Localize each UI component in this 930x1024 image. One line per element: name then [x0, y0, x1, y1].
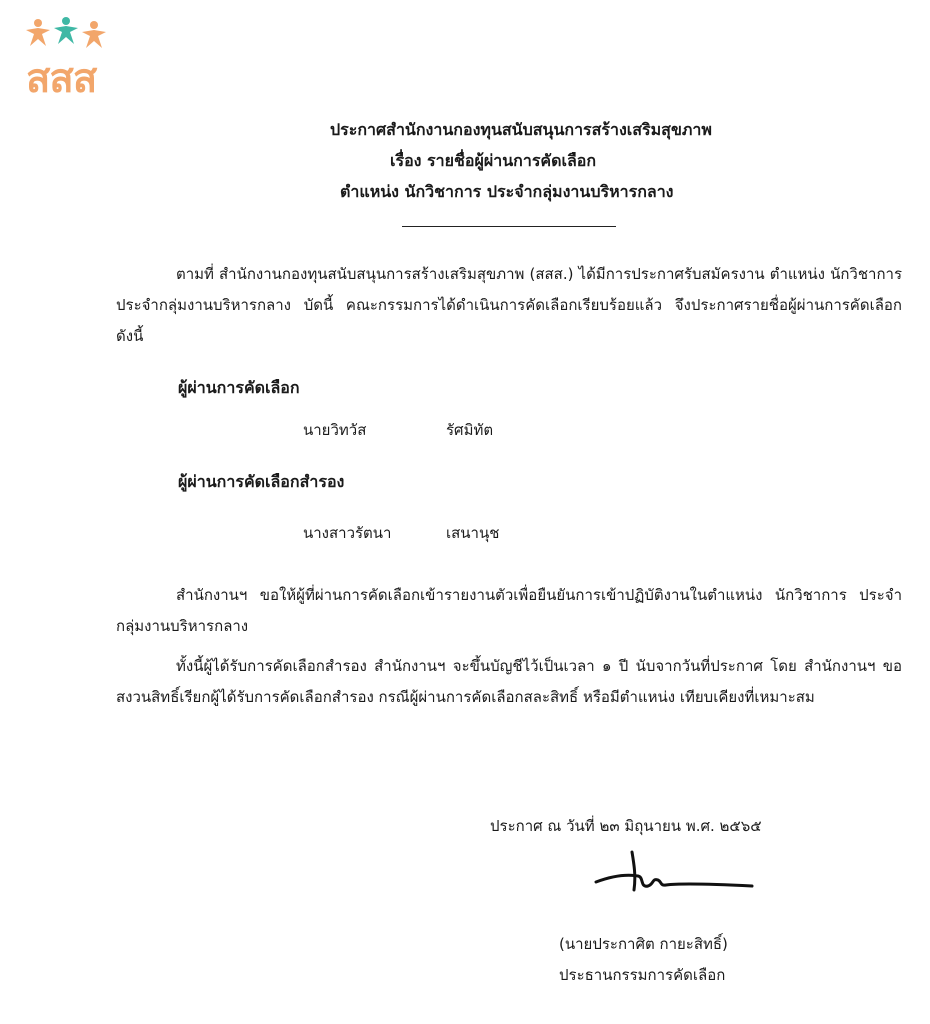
report-paragraph: สำนักงานฯ ขอให้ผู้ที่ผ่านการคัดเลือกเข้ารายงานตัวเพื่อยืนยันการเข้าปฏิบัติงานในตำแหน่ง นักวิชาการ ประจำกลุ่มงานบริหารกลาง: [116, 586, 902, 635]
selected-first-name: นายวิทวัส: [303, 421, 367, 439]
signature-icon: [592, 846, 762, 906]
thaihealth-logo: [22, 14, 162, 104]
selected-section-title: ผู้ผ่านการคัดเลือก: [178, 378, 300, 397]
figure-right-icon: [82, 21, 106, 48]
announcement-subject: เรื่อง รายชื่อผู้ผ่านการคัดเลือก: [390, 151, 597, 170]
header-divider: [402, 226, 616, 227]
reserve-first-name: นางสาวรัตนา: [303, 524, 392, 542]
logo-wordmark: สสส: [26, 56, 97, 102]
selected-last-name: รัศมิทัต: [446, 421, 494, 439]
reserve-last-name: เสนานุช: [446, 524, 500, 542]
signer-name: (นายประกาศิต กายะสิทธิ์): [559, 935, 728, 953]
figure-middle-icon: [54, 17, 78, 44]
intro-paragraph: ตามที่ สำนักงานกองทุนสนับสนุนการสร้างเสริมสุขภาพ (สสส.) ได้มีการประกาศรับสมัครงาน ตำแหน่ง นักวิชาการ ประจำกลุ่มงานบริหารกลาง บัดนี้ คณะกรรมการได้ดำเนินการคัดเลือกเรียบร้อยแล้ว จึงประกาศรายชื่อผู้ผ่านการคัดเลือก ดังนี้: [116, 265, 902, 345]
announcement-date: ประกาศ ณ วันที่ ๒๓ มิถุนายน พ.ศ. ๒๕๖๕: [490, 817, 762, 835]
figure-left-icon: [26, 19, 50, 46]
announcement-position: ตำแหน่ง นักวิชาการ ประจำกลุ่มงานบริหารกลาง: [340, 182, 674, 201]
reserve-paragraph: ทั้งนี้ผู้ได้รับการคัดเลือกสำรอง สำนักงานฯ จะขึ้นบัญชีไว้เป็นเวลา ๑ ปี นับจากวันที่ประกาศ โดย สำนักงานฯ ขอสงวนสิทธิ์เรียกผู้ได้รับการคัดเลือกสำรอง กรณีผู้ผ่านการคัดเลือกสละสิทธิ์ หรือมีตำแหน่ง เทียบเคียงที่เหมาะสม: [116, 657, 902, 706]
announcement-heading: ประกาศสำนักงานกองทุนสนับสนุนการสร้างเสริมสุขภาพ: [330, 120, 712, 139]
signer-title: ประธานกรรมการคัดเลือก: [559, 966, 726, 984]
reserve-section-title: ผู้ผ่านการคัดเลือกสำรอง: [178, 472, 345, 491]
